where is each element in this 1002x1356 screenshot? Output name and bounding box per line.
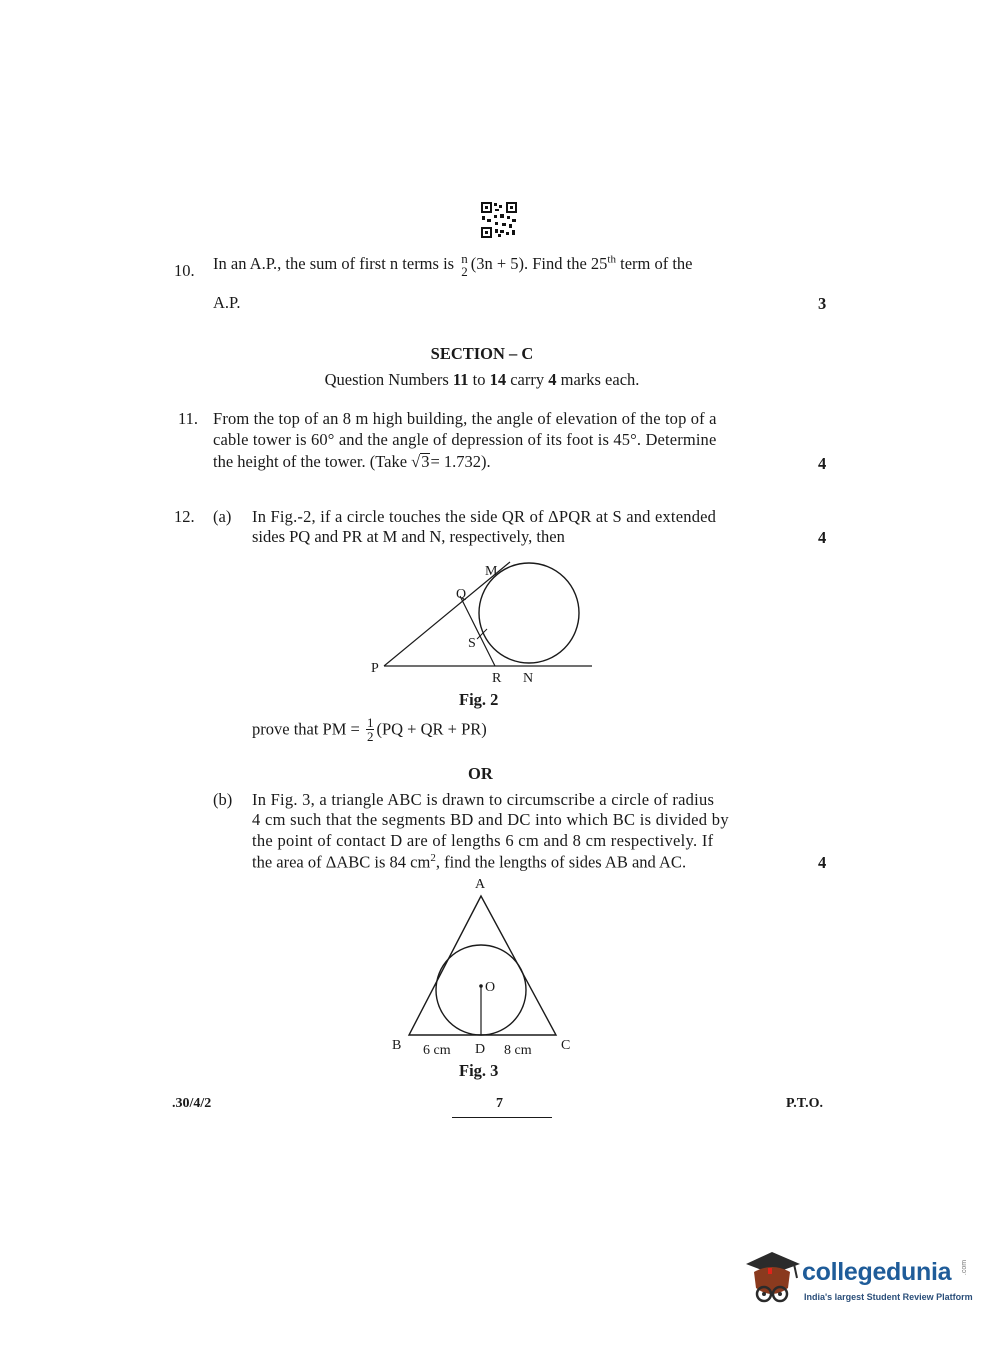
q11-number: 11. (178, 409, 199, 428)
q12b-line4: the area of ΔABC is 84 $cm^2$, find the lengths of sides AB and AC. (252, 852, 687, 872)
q10-number: 10. (174, 261, 195, 280)
paper-code: .30/4/2 (172, 1096, 212, 1111)
q12a-line1: In Fig.-2, if a circle touches the side QR of ΔPQR at S and extended (252, 507, 717, 526)
q12-number: 12. (174, 507, 195, 526)
fig2-label-n: N (523, 671, 534, 686)
fig2-label-r: R (492, 671, 502, 686)
pto: P.T.O. (786, 1096, 823, 1111)
section-title: SECTION – C (430, 344, 534, 363)
fig3-label-c: C (561, 1038, 571, 1053)
figure-2 (360, 556, 610, 691)
brand-tagline: India's largest Student Review Platform (804, 1292, 973, 1302)
fig2-label-p: P (371, 661, 379, 676)
q12b-line3: the point of contact D are of lengths 6 cm and 8 cm respectively. If (252, 831, 714, 850)
q12b-line2: 4 cm such that the segments BD and DC into which BC is divided by (252, 810, 729, 829)
fig2-label-q: Q (456, 587, 467, 602)
q11-line1: From the top of an 8 m high building, the angle of elevation of the top of a (213, 409, 717, 428)
q11-line2: cable tower is 60° and the angle of depression of its foot is 45°. Determine (213, 430, 717, 449)
q10-line2: A.P. (213, 293, 241, 312)
fig2-label-s: S (468, 636, 476, 651)
fig3-center-dot (479, 984, 483, 988)
q10-fraction: n 2 (461, 251, 468, 279)
fig2-label-m: M (485, 564, 498, 579)
section-note: Question Numbers 11 to 14 carry 4 marks each. (324, 370, 640, 389)
q12-part-b: (b) (213, 790, 233, 809)
prove-fraction: $\frac{1}{2}$ (366, 715, 374, 744)
prove-line: prove that PM = $\frac{1}{2}$ (PQ + QR + PR) (252, 715, 487, 744)
q10-line1: In an A.P., the sum of first n terms is n 2 (3n + 5). Find the 25th term of the (213, 251, 693, 279)
q11-line3: the height of the tower. (Take √3= 1.732). (213, 452, 491, 471)
or-divider: OR (468, 764, 493, 783)
q12a-marks: 4 (818, 528, 827, 547)
q10-marks: 3 (818, 294, 827, 313)
fig3-label-o: O (485, 980, 496, 995)
fig3-label-b: B (392, 1038, 402, 1053)
mascot-icon (742, 1248, 804, 1314)
q11-marks: 4 (818, 454, 827, 473)
brand-name: collegedunia (802, 1258, 952, 1286)
fig3-label-bd: 6 cm (423, 1043, 451, 1058)
fig3-label-dc: 8 cm (504, 1043, 532, 1058)
fig2-caption: Fig. 2 (459, 690, 499, 709)
q12a-line2: sides PQ and PR at M and N, respectively, then (252, 527, 565, 546)
brand-suffix: .com (961, 1259, 969, 1276)
fig3-triangle (409, 896, 556, 1035)
q12b-marks: 4 (818, 853, 827, 872)
page-number: 7 (496, 1096, 503, 1111)
fig2-line-qr (460, 596, 495, 666)
qr-code (481, 202, 517, 238)
q12-part-a: (a) (213, 507, 232, 526)
page-number-rule (452, 1117, 552, 1118)
fig3-label-d: D (475, 1042, 486, 1057)
fig3-label-a: A (475, 877, 486, 892)
figure-3 (385, 872, 585, 1062)
fig3-caption: Fig. 3 (459, 1061, 499, 1080)
collegedunia-logo[interactable] (742, 1248, 972, 1318)
q12b-line1: In Fig. 3, a triangle ABC is drawn to circumscribe a circle of radius (252, 790, 715, 809)
